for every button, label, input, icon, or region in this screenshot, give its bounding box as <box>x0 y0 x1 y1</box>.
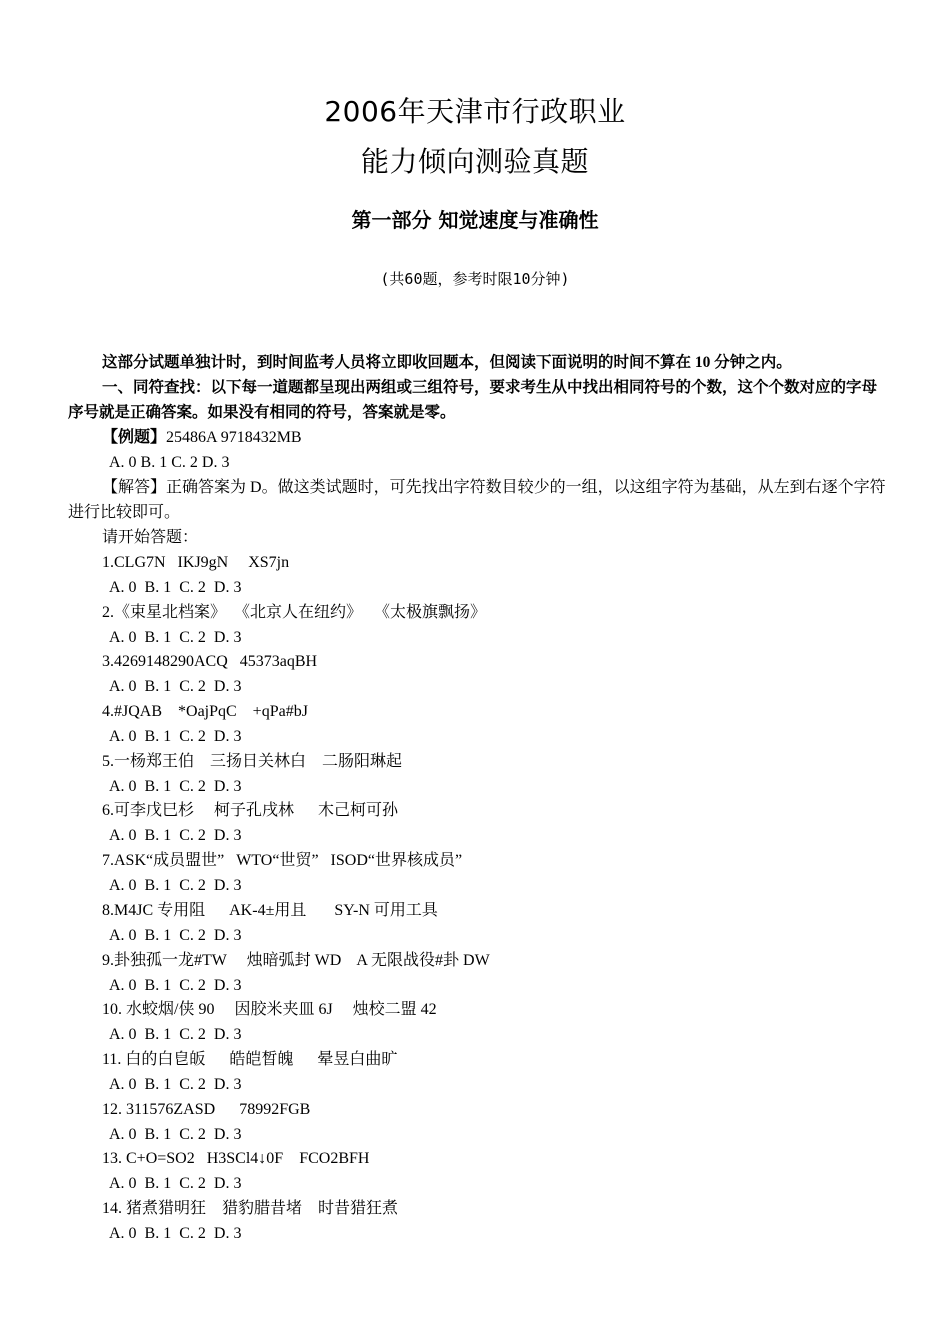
question-item <box>102 898 882 948</box>
question-text: 9.卦独孤一龙#TW 烛暗弧封 WD A 无限战役#卦 DW <box>102 951 490 969</box>
question-text: 10. 水蛟烟/侠 90 因胶米夹皿 6J 烛校二盟 42 <box>102 1001 437 1019</box>
question-list <box>102 550 882 1246</box>
question-text: 5.一杨郑王伯 三扬日关林白 二肠阳琳起 <box>102 752 403 770</box>
example-content: 25486A 9718432MB <box>166 429 302 446</box>
question-text: 4.#JQAB *OajPqC +qPa#bJ <box>102 703 308 721</box>
question-text: 8.M4JC 专用阻 AK-4±用且 SY-N 可用工具 <box>102 901 438 919</box>
time-limit-note: (共60题，参考时限10分钟) <box>380 270 570 288</box>
question-text: 7.ASK“成员盟世” WTO“世贸” ISOD“世界核成员” <box>102 852 463 870</box>
question-item <box>102 997 882 1047</box>
question-text: 13. C+O=SO2 H3SCl4↓0F FCO2BFH <box>102 1150 370 1168</box>
question-item <box>102 649 882 699</box>
section-rule: 一、同符查找：以下每一道题都呈现出两组或三组符号，要求考生从中找出相同符号的个数，这个个数对应的字母序号就是正确答案。如果没有相同的符号，答案就是零。 <box>68 379 878 421</box>
example-label: 【例题】 <box>102 429 167 446</box>
example-solution <box>68 475 886 525</box>
document-title-line-2: 能力倾向测验真题 <box>360 145 589 178</box>
question-item <box>102 848 882 898</box>
example-options: A. 0 B. 1 C. 2 D. 3 <box>109 454 230 471</box>
question-item <box>102 798 882 848</box>
question-options: A. 0 B. 1 C. 2 D. 3 <box>109 1224 242 1242</box>
question-options: A. 0 B. 1 C. 2 D. 3 <box>109 579 242 596</box>
question-item <box>102 948 882 998</box>
question-options: A. 0 B. 1 C. 2 D. 3 <box>109 926 242 944</box>
question-options: A. 0 B. 1 C. 2 D. 3 <box>109 1026 242 1044</box>
question-options: A. 0 B. 1 C. 2 D. 3 <box>109 1175 242 1193</box>
example-question <box>68 425 886 450</box>
timing-instruction: 这部分试题单独计时，到时间监考人员将立即收回题本，但阅读下面说明的时间不算在 10 分钟之内。 <box>102 354 792 371</box>
question-options: A. 0 B. 1 C. 2 D. 3 <box>109 728 242 746</box>
question-text: 2.《束星北档案》 《北京人在纽约》 《太极旗飘扬》 <box>102 603 487 621</box>
solution-text: 正确答案为 D。做这类试题时，可先找出字符数目较少的一组，以这组字符为基础，从左到右逐个字符进行比较即可。 <box>68 479 886 521</box>
question-options: A. 0 B. 1 C. 2 D. 3 <box>109 1125 242 1143</box>
question-item <box>102 1196 882 1246</box>
question-item <box>102 749 882 799</box>
question-text: 6.可李戊巳杉 柯子孔戌林 木己柯可孙 <box>102 802 399 820</box>
question-item <box>102 1047 882 1097</box>
question-options: A. 0 B. 1 C. 2 D. 3 <box>109 877 242 895</box>
part-title: 第一部分 知觉速度与准确性 <box>351 208 599 232</box>
question-item <box>102 1097 882 1147</box>
question-text: 14. 猪煮猎明狂 猎豹腊昔堵 时昔猎狂煮 <box>102 1199 399 1217</box>
question-options: A. 0 B. 1 C. 2 D. 3 <box>109 777 242 795</box>
question-text: 3.4269148290ACQ 45373aqBH <box>102 653 318 671</box>
question-options: A. 0 B. 1 C. 2 D. 3 <box>109 678 242 696</box>
question-item <box>102 699 882 749</box>
question-item <box>102 1146 882 1196</box>
question-options: A. 0 B. 1 C. 2 D. 3 <box>109 976 242 994</box>
question-options: A. 0 B. 1 C. 2 D. 3 <box>109 827 242 845</box>
start-prompt: 请开始答题： <box>102 529 199 546</box>
question-text: 12. 311576ZASD 78992FGB <box>102 1100 311 1118</box>
question-options: A. 0 B. 1 C. 2 D. 3 <box>109 628 242 646</box>
question-item <box>102 550 882 600</box>
question-options: A. 0 B. 1 C. 2 D. 3 <box>109 1075 242 1093</box>
document-title-line-1: 2006年天津市行政职业 <box>324 95 626 128</box>
question-item <box>102 600 882 650</box>
question-text: 1.CLG7N IKJ9gN XS7jn <box>102 554 290 571</box>
solution-label: 【解答】 <box>102 479 167 496</box>
question-text: 11. 白的白皀皈 皓皑晳魄 晕昱白曲旷 <box>102 1050 398 1068</box>
